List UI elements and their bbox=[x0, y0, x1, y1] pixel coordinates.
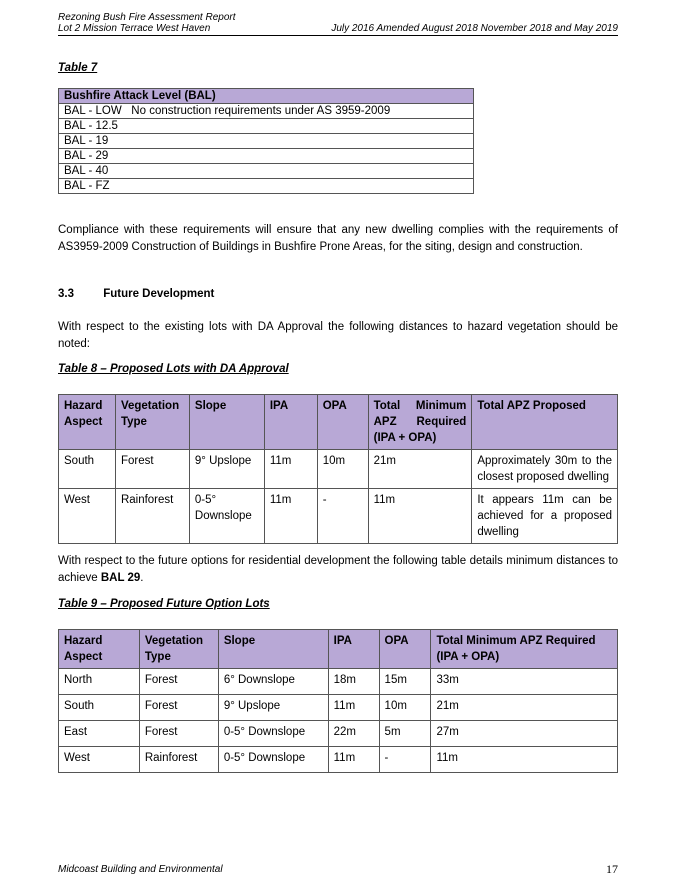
table-row: BAL - 12.5 bbox=[59, 119, 474, 134]
table8-col-vegetation: Vegetation Type bbox=[115, 395, 189, 450]
page-number: 17 bbox=[606, 862, 618, 876]
table-cell: 11m bbox=[431, 747, 618, 773]
table-cell: West bbox=[59, 489, 116, 544]
table-cell: Forest bbox=[139, 721, 218, 747]
table8-col-total-min: Total Minimum APZ Required (IPA + OPA) bbox=[368, 395, 472, 450]
table-cell: 10m bbox=[379, 695, 431, 721]
table-row bbox=[59, 747, 618, 773]
table9-col-opa: OPA bbox=[379, 630, 431, 669]
section-title: Future Development bbox=[103, 288, 215, 300]
table-row bbox=[59, 695, 618, 721]
table-row: BAL - 19 bbox=[59, 134, 474, 149]
table-cell: South bbox=[59, 695, 140, 721]
table-cell: - bbox=[317, 489, 368, 544]
table-cell: 11m bbox=[368, 489, 472, 544]
table-cell: Forest bbox=[115, 450, 189, 489]
table-cell: 0-5° Downslope bbox=[218, 747, 328, 773]
table8-caption: Table 8 – Proposed Lots with DA Approval bbox=[58, 363, 289, 375]
table8-col-slope: Slope bbox=[189, 395, 264, 450]
table-cell: Rainforest bbox=[139, 747, 218, 773]
table-cell: North bbox=[59, 669, 140, 695]
table-cell: 0-5° Downslope bbox=[189, 489, 264, 544]
table-cell: 10m bbox=[317, 450, 368, 489]
table-cell: 15m bbox=[379, 669, 431, 695]
table7-header: Bushfire Attack Level (BAL) bbox=[59, 89, 474, 104]
table-cell: 9° Upslope bbox=[218, 695, 328, 721]
page-header bbox=[58, 12, 618, 36]
table-row bbox=[59, 721, 618, 747]
intro-paragraph: With respect to the existing lots with DA Approval the following distances to hazard vegetation should be noted: bbox=[58, 321, 618, 350]
table9-col-vegetation: Vegetation Type bbox=[139, 630, 218, 669]
table-cell: 11m bbox=[328, 747, 379, 773]
revision-dates: July 2016 Amended August 2018 November 2018 and May 2019 bbox=[331, 23, 618, 34]
table-cell: 33m bbox=[431, 669, 618, 695]
table-cell: 21m bbox=[431, 695, 618, 721]
table9-caption: Table 9 – Proposed Future Option Lots bbox=[58, 598, 270, 610]
section-number: 3.3 bbox=[58, 288, 74, 300]
table-cell: Forest bbox=[139, 695, 218, 721]
table8-col-opa: OPA bbox=[317, 395, 368, 450]
compliance-paragraph: Compliance with these requirements will ensure that any new dwelling complies with the requirements of AS3959-2009 Construction of Buildings in Bushfire Prone Areas, for the siting, design and construction. bbox=[58, 224, 618, 253]
table-cell: 5m bbox=[379, 721, 431, 747]
table7 bbox=[58, 88, 474, 194]
table-row: BAL - 40 bbox=[59, 164, 474, 179]
table-cell: 22m bbox=[328, 721, 379, 747]
table-cell: 27m bbox=[431, 721, 618, 747]
table-cell: Forest bbox=[139, 669, 218, 695]
table-cell: 6° Downslope bbox=[218, 669, 328, 695]
future-options-paragraph: With respect to the future options for residential development the following table details minimum distances to achieve BAL 29. bbox=[58, 555, 618, 584]
table8-col-hazard: Hazard Aspect bbox=[59, 395, 116, 450]
table-cell: 0-5° Downslope bbox=[218, 721, 328, 747]
table7-caption: Table 7 bbox=[58, 62, 98, 74]
table-row bbox=[59, 669, 618, 695]
bal-target: BAL 29 bbox=[100, 572, 141, 584]
table9-col-hazard: Hazard Aspect bbox=[59, 630, 140, 669]
table9-col-ipa: IPA bbox=[328, 630, 379, 669]
table-row: BAL - FZ bbox=[59, 179, 474, 194]
report-title: Rezoning Bush Fire Assessment Report bbox=[58, 12, 236, 23]
table-cell: 11m bbox=[264, 489, 317, 544]
table-cell: 21m bbox=[368, 450, 472, 489]
table-cell: East bbox=[59, 721, 140, 747]
table8-col-ipa: IPA bbox=[264, 395, 317, 450]
table8 bbox=[58, 394, 618, 544]
table9 bbox=[58, 629, 618, 773]
table-cell: 9° Upslope bbox=[189, 450, 264, 489]
table-cell: 11m bbox=[328, 695, 379, 721]
table-cell: 18m bbox=[328, 669, 379, 695]
table-row: BAL - LOW No construction requirements under AS 3959-2009 bbox=[59, 104, 474, 119]
table-cell: - bbox=[379, 747, 431, 773]
table-cell: 11m bbox=[264, 450, 317, 489]
table-cell: South bbox=[59, 450, 116, 489]
table-cell: West bbox=[59, 747, 140, 773]
table-cell: Rainforest bbox=[115, 489, 189, 544]
table-cell: It appears 11m can be achieved for a proposed dwelling bbox=[472, 489, 618, 544]
table-row: BAL - 29 bbox=[59, 149, 474, 164]
section-heading bbox=[58, 288, 214, 300]
table8-col-total-proposed: Total APZ Proposed bbox=[472, 395, 618, 450]
table-row bbox=[59, 489, 618, 544]
table-cell: Approximately 30m to the closest proposed dwelling bbox=[472, 450, 618, 489]
footer-company: Midcoast Building and Environmental bbox=[58, 864, 223, 875]
table9-col-slope: Slope bbox=[218, 630, 328, 669]
table-row bbox=[59, 450, 618, 489]
site-address: Lot 2 Mission Terrace West Haven bbox=[58, 23, 211, 34]
table9-col-total-min: Total Minimum APZ Required (IPA + OPA) bbox=[431, 630, 618, 669]
